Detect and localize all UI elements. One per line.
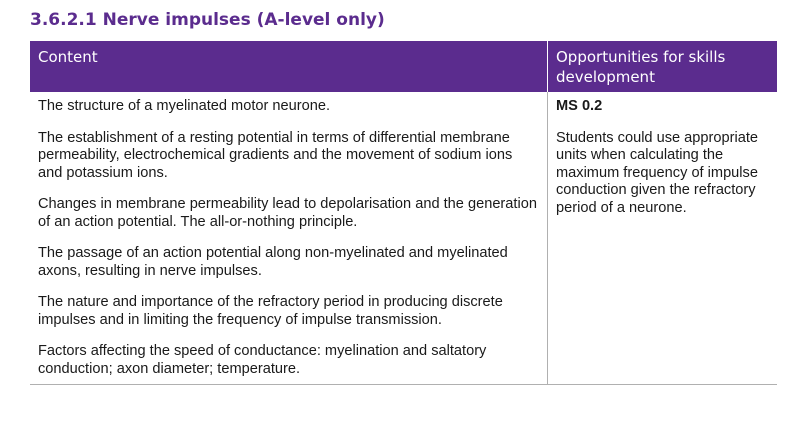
section-title: 3.6.2.1 Nerve impulses (A-level only) xyxy=(30,10,385,30)
content-item: The nature and importance of the refractory period in producing discrete impulses and in limiting the frequency of impulse transmission. xyxy=(38,294,503,328)
content-item: The passage of an action potential along non-myelinated and myelinated axons, resulting in nerve impulses. xyxy=(38,245,508,279)
skill-description: Students could use appropriate units when calculating the maximum frequency of impulse conduction given the refractory period of a neurone. xyxy=(556,129,759,216)
specification-table xyxy=(30,41,777,385)
content-item: The establishment of a resting potential in terms of differential membrane permeability, electrochemical gradients and the movement of sodium ions and potassium ions. xyxy=(38,129,513,181)
content-item: Changes in membrane permeability lead to depolarisation and the generation of an action potential. The all-or-nothing principle. xyxy=(38,196,537,230)
content-cell xyxy=(30,92,548,384)
table-body xyxy=(30,92,777,385)
table-header xyxy=(30,41,777,92)
skill-code: MS 0.2 xyxy=(556,98,603,114)
skills-column-header: Opportunities for skills development xyxy=(556,48,726,86)
skills-cell xyxy=(548,92,777,384)
content-item: Factors affecting the speed of conductance: myelination and saltatory conduction; axon diameter; temperature. xyxy=(38,343,487,377)
content-column-header: Content xyxy=(30,41,548,92)
content-item: The structure of a myelinated motor neurone. xyxy=(38,98,331,114)
